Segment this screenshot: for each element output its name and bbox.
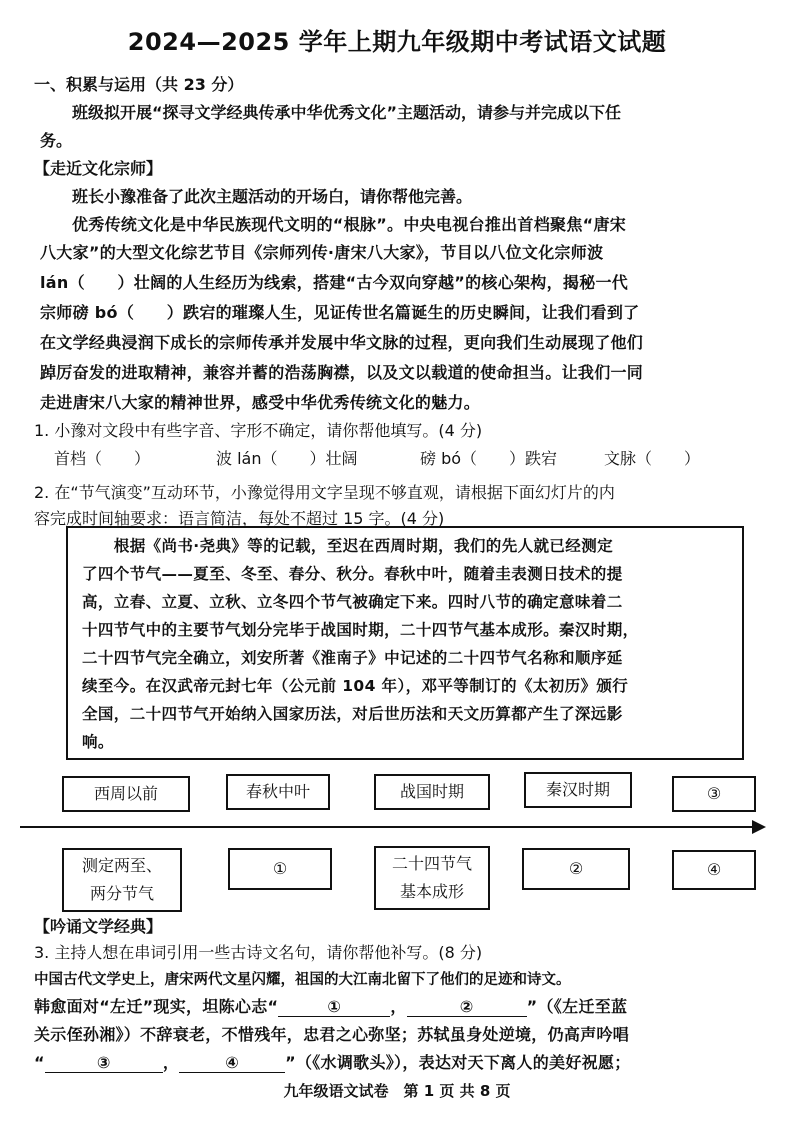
- intro-line-1: 班级拟开展“探寻文学经典传承中华优秀文化”主题活动，请参与并完成以下任: [72, 103, 622, 122]
- slide-line: 根据《尚书·尧典》等的记载，至迟在西周时期，我们的先人就已经测定: [82, 537, 613, 555]
- q1-item-bolan[interactable]: 波 lán（ ）壮阔: [216, 449, 358, 468]
- timeline-blank-1[interactable]: ①: [228, 848, 332, 890]
- q3-blank-2[interactable]: ②: [407, 997, 527, 1017]
- timeline-period-qinhan: 秦汉时期: [524, 772, 632, 808]
- timeline-axis: [20, 826, 760, 828]
- q2-prompt-line-1: 2. 在“节气演变”互动环节，小豫觉得用文字呈现不够直观，请根据下面幻灯片的内: [34, 483, 615, 502]
- timeline-period-zhanguo: 战国时期: [374, 774, 490, 810]
- q3-blank-1[interactable]: ①: [278, 997, 390, 1017]
- slide-line: 二十四节气完全确立，刘安所著《淮南子》中记述的二十四节气名称和顺序延: [82, 649, 623, 667]
- q3-lead: 中国古代文学史上，唐宋两代文星闪耀，祖国的大江南北留下了他们的足迹和诗文。: [34, 972, 571, 988]
- part1-lead: 班长小豫准备了此次主题活动的开场白，请你帮他完善。: [72, 187, 473, 206]
- q1-item-shoudang[interactable]: 首档（ ）: [54, 449, 151, 468]
- q3-line-1: 韩愈面对“左迁”现实，坦陈心志“ ① ， ② ”（《左迁至蓝: [34, 997, 628, 1016]
- timeline-event-zhanguo: 二十四节气 基本成形: [374, 846, 490, 910]
- q3-blank-3[interactable]: ③: [45, 1053, 163, 1073]
- q1-item-wenmai[interactable]: 文脉（ ）: [604, 449, 701, 468]
- q3-line-2: 关示侄孙湘》）不辞衰老，不惜残年，忠君之心弥坚；苏轼虽身处逆境，仍高声吟唱: [34, 1025, 630, 1044]
- slide-line: 续至今。在汉武帝元封七年（公元前 104 年），邓平等制订的《太初历》颁行: [82, 677, 629, 695]
- exam-title: 2024—2025 学年上期九年级期中考试语文试题: [127, 28, 667, 56]
- timeline-period-chunqiu: 春秋中叶: [226, 774, 330, 810]
- timeline-blank-4[interactable]: ④: [672, 850, 756, 890]
- timeline-blank-2[interactable]: ②: [522, 848, 630, 890]
- passage-line: 八大家”的大型文化综艺节目《宗师列传·唐宋八大家》，节目以八位文化宗师波: [40, 243, 604, 262]
- passage-line: 踔厉奋发的进取精神，兼容并蓄的浩荡胸襟，以及文以载道的使命担当。让我们一同: [40, 363, 644, 382]
- q3-blank-4[interactable]: ④: [179, 1053, 285, 1073]
- passage-line: 优秀传统文化是中华民族现代文明的“根脉”。中央电视台推出首档聚焦“唐宋: [72, 215, 627, 234]
- slide-line: 了四个节气——夏至、冬至、春分、秋分。春秋中叶，随着圭表测日技术的提: [82, 565, 623, 583]
- timeline-blank-3[interactable]: ③: [672, 776, 756, 812]
- timeline-period-xizhou: 西周以前: [62, 776, 190, 812]
- passage-line: 宗师磅 bó（ ）跌宕的璀璨人生，见证传世名篇诞生的历史瞬间，让我们看到了: [40, 303, 640, 322]
- slide-line: 全国，二十四节气开始纳入国家历法，对后世历法和天文历算都产生了深远影: [82, 705, 623, 723]
- q1-prompt: 1. 小豫对文段中有些字音、字形不确定，请你帮他填写。(4 分): [34, 421, 483, 440]
- intro-line-2: 务。: [40, 131, 73, 150]
- part2-heading: 【吟诵文学经典】: [34, 917, 163, 936]
- slide-line: 十四节气中的主要节气划分完毕于战国时期，二十四节气基本成形。秦汉时期，: [82, 621, 639, 639]
- slide-line: 高，立春、立夏、立秋、立冬四个节气被确定下来。四时八节的确定意味着二: [82, 593, 623, 611]
- passage-line: 在文学经典浸润下成长的宗师传承并发展中华文脉的过程，更向我们生动展现了他们: [40, 333, 644, 352]
- passage-line: 走进唐宋八大家的精神世界，感受中华优秀传统文化的魅力。: [40, 393, 481, 412]
- slide-content-box: [66, 526, 744, 760]
- timeline-event-xizhou: 测定两至、 两分节气: [62, 848, 182, 912]
- part1-heading: 【走近文化宗师】: [34, 159, 163, 178]
- timeline-arrow-icon: [752, 820, 766, 834]
- q1-item-pangbo[interactable]: 磅 bó（ ）跌宕: [420, 449, 558, 468]
- q3-prompt: 3. 主持人想在串词引用一些古诗文名句，请你帮他补写。(8 分): [34, 943, 483, 962]
- q3-line-3: “ ③ ， ④ ”（《水调歌头》），表达对天下离人的美好祝愿；: [34, 1053, 631, 1072]
- slide-line: 响。: [82, 733, 114, 751]
- passage-line: lán（ ）壮阔的人生经历为线索，搭建“古今双向穿越”的核心架构，揭秘一代: [40, 273, 629, 292]
- section-heading: 一、积累与运用（共 23 分）: [34, 75, 244, 94]
- page-footer: 九年级语文试卷 第 1 页 共 8 页: [283, 1082, 511, 1100]
- q2-prompt-line-2: 容完成时间轴要求：语言简洁，每处不超过 15 字。(4 分): [34, 509, 445, 528]
